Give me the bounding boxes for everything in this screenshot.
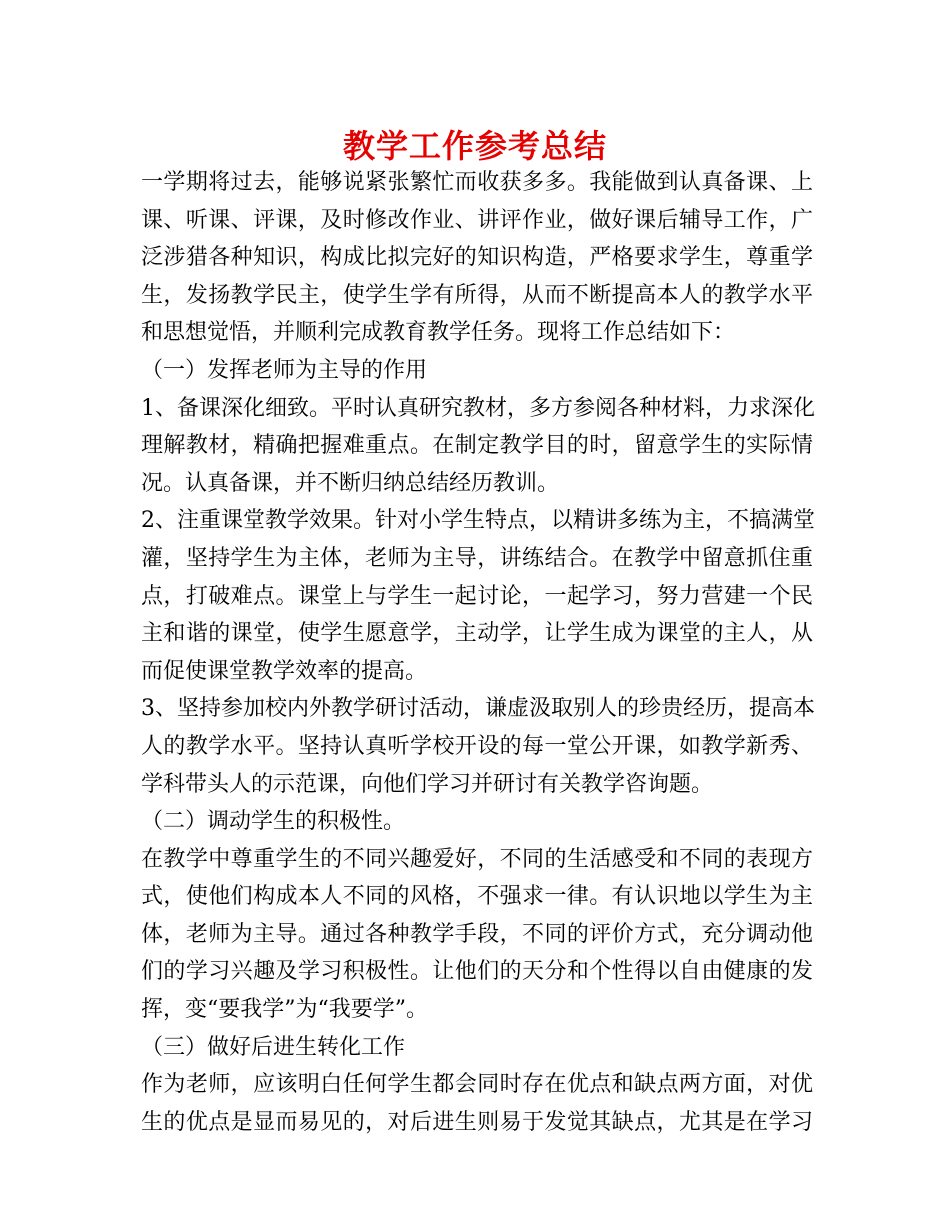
document-body (141, 164, 813, 1141)
paragraph-line: 作为老师，应该明白任何学生都会同时存在优点和缺点两方面，对优 (141, 1072, 813, 1098)
paragraph-line: 人的教学水平。坚持认真听学校开设的每一堂公开课，如教学新秀、 (141, 733, 813, 759)
paragraph-line: 1、备课深化细致。平时认真研究教材，多方参阅各种材料，力求深化 (141, 395, 815, 421)
paragraph-line: 点，打破难点。课堂上与学生一起讨论，一起学习，努力营建一个民 (141, 583, 813, 609)
paragraph-line: 理解教材，精确把握难重点。在制定教学目的时，留意学生的实际情 (141, 433, 813, 459)
paragraph-line: 和思想觉悟，并顺利完成教育教学任务。现将工作总结如下： (141, 320, 736, 346)
paragraph-line: 学科带头人的示范课，向他们学习并研讨有关教学咨询题。 (141, 771, 714, 797)
paragraph-line: 生，发扬教学民主，使学生学有所得，从而不断提高本人的教学水平 (141, 282, 813, 308)
paragraph-line: 生的优点是显而易见的，对后进生则易于发觉其缺点，尤其是在学习 (141, 1109, 813, 1135)
section-heading: （二）调动学生的积极性。 (141, 809, 406, 835)
section-heading: （三）做好后进生转化工作 (141, 1034, 406, 1060)
paragraph-line: 况。认真备课，并不断归纳总结经历教训。 (141, 470, 560, 496)
paragraph-line: 泛涉猎各种知识，构成比拟完好的知识构造，严格要求学生，尊重学 (141, 245, 813, 271)
document-title: 教学工作参考总结 (342, 127, 607, 165)
paragraph-line: 主和谐的课堂，使学生愿意学，主动学，让学生成为课堂的主人，从 (141, 621, 813, 647)
paragraph-line: 3、坚持参加校内外教学研讨活动，谦虚汲取别人的珍贵经历，提高本 (141, 696, 815, 722)
paragraph-line: 们的学习兴趣及学习积极性。让他们的天分和个性得以自由健康的发 (141, 959, 813, 985)
section-heading: （一）发挥老师为主导的作用 (141, 357, 428, 383)
paragraph-line: 在教学中尊重学生的不同兴趣爱好，不同的生活感受和不同的表现方 (141, 846, 813, 872)
paragraph-line: 灌，坚持学生为主体，老师为主导，讲练结合。在教学中留意抓住重 (141, 545, 813, 571)
paragraph-line: 式，使他们构成本人不同的风格，不强求一律。有认识地以学生为主 (141, 884, 813, 910)
paragraph-line: 而促使课堂教学效率的提高。 (141, 658, 428, 684)
paragraph-line: 2、注重课堂教学效果。针对小学生特点，以精讲多练为主，不搞满堂 (141, 508, 815, 534)
paragraph-line: 课、听课、评课，及时修改作业、讲评作业，做好课后辅导工作，广 (141, 207, 813, 233)
paragraph-line: 体，老师为主导。通过各种教学手段，不同的评价方式，充分调动他 (141, 921, 813, 947)
paragraph-line: 一学期将过去，能够说紧张繁忙而收获多多。我能做到认真备课、上 (141, 170, 813, 195)
paragraph-line: 挥，变“要我学”为“我要学”。 (141, 997, 428, 1023)
